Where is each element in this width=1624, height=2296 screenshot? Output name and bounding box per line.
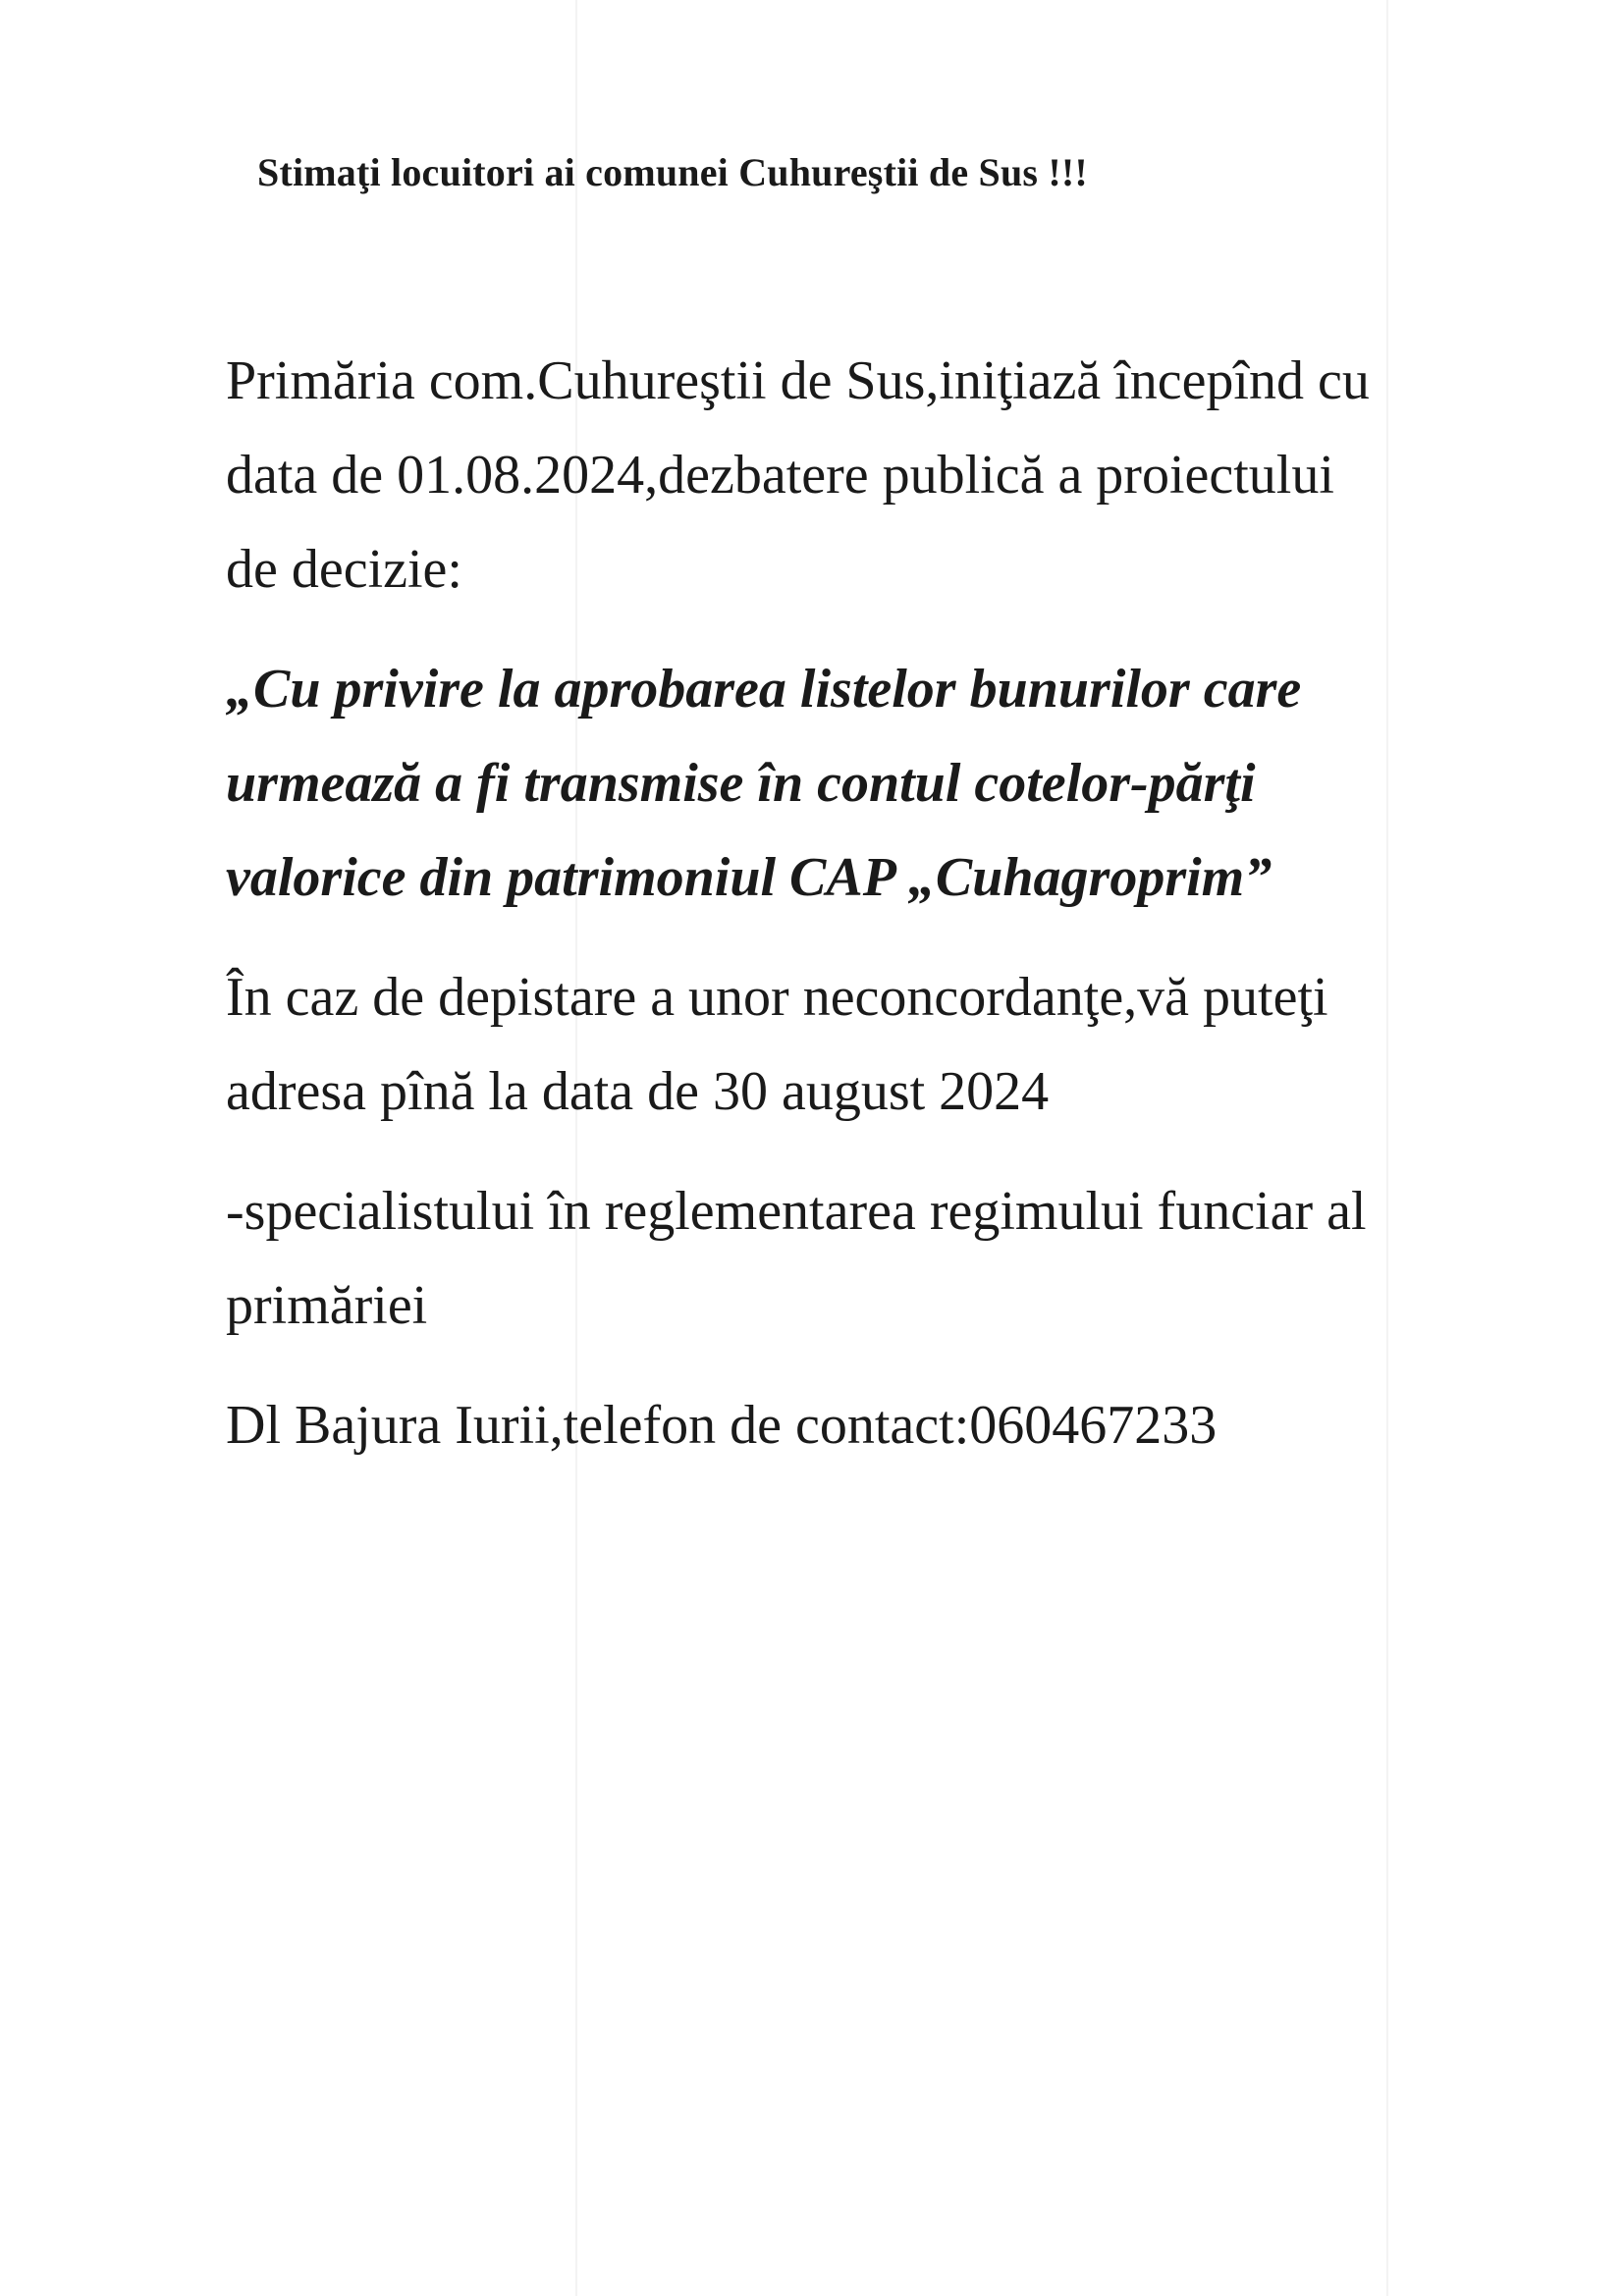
text-line: urmează a fi transmise în contul cotelor-părţi bbox=[226, 753, 1256, 814]
text-line: -specialistului în reglementarea regimului funciar al bbox=[226, 1181, 1367, 1242]
discrepancy-paragraph bbox=[226, 950, 1502, 1139]
text-line: Primăria com.Cuhureştii de Sus,iniţiază începînd cu bbox=[226, 350, 1370, 411]
text-line: de decizie: bbox=[226, 539, 462, 600]
intro-paragraph bbox=[226, 334, 1502, 616]
text-line: „Cu privire la aprobarea listelor bunurilor care bbox=[226, 659, 1302, 720]
text-line: adresa pînă la data de 30 august 2024 bbox=[226, 1061, 1050, 1122]
text-line: data de 01.08.2024,dezbatere publică a proiectului bbox=[226, 445, 1334, 506]
contact-paragraph bbox=[226, 1378, 1502, 1472]
contact-line: Dl Bajura Iurii,telefon de contact:060467233 bbox=[226, 1395, 1218, 1456]
specialist-paragraph bbox=[226, 1164, 1502, 1353]
decision-title-paragraph bbox=[226, 642, 1502, 925]
text-line: valorice din patrimoniul CAP „Cuhagroprim” bbox=[226, 847, 1272, 908]
document-body bbox=[226, 334, 1502, 1472]
text-line: primăriei bbox=[226, 1275, 428, 1336]
page-title: Stimaţi locuitori ai comunei Cuhureştii de Sus !!! bbox=[257, 150, 1088, 194]
text-line: În caz de depistare a unor neconcordanţe,vă puteţi bbox=[226, 967, 1328, 1028]
